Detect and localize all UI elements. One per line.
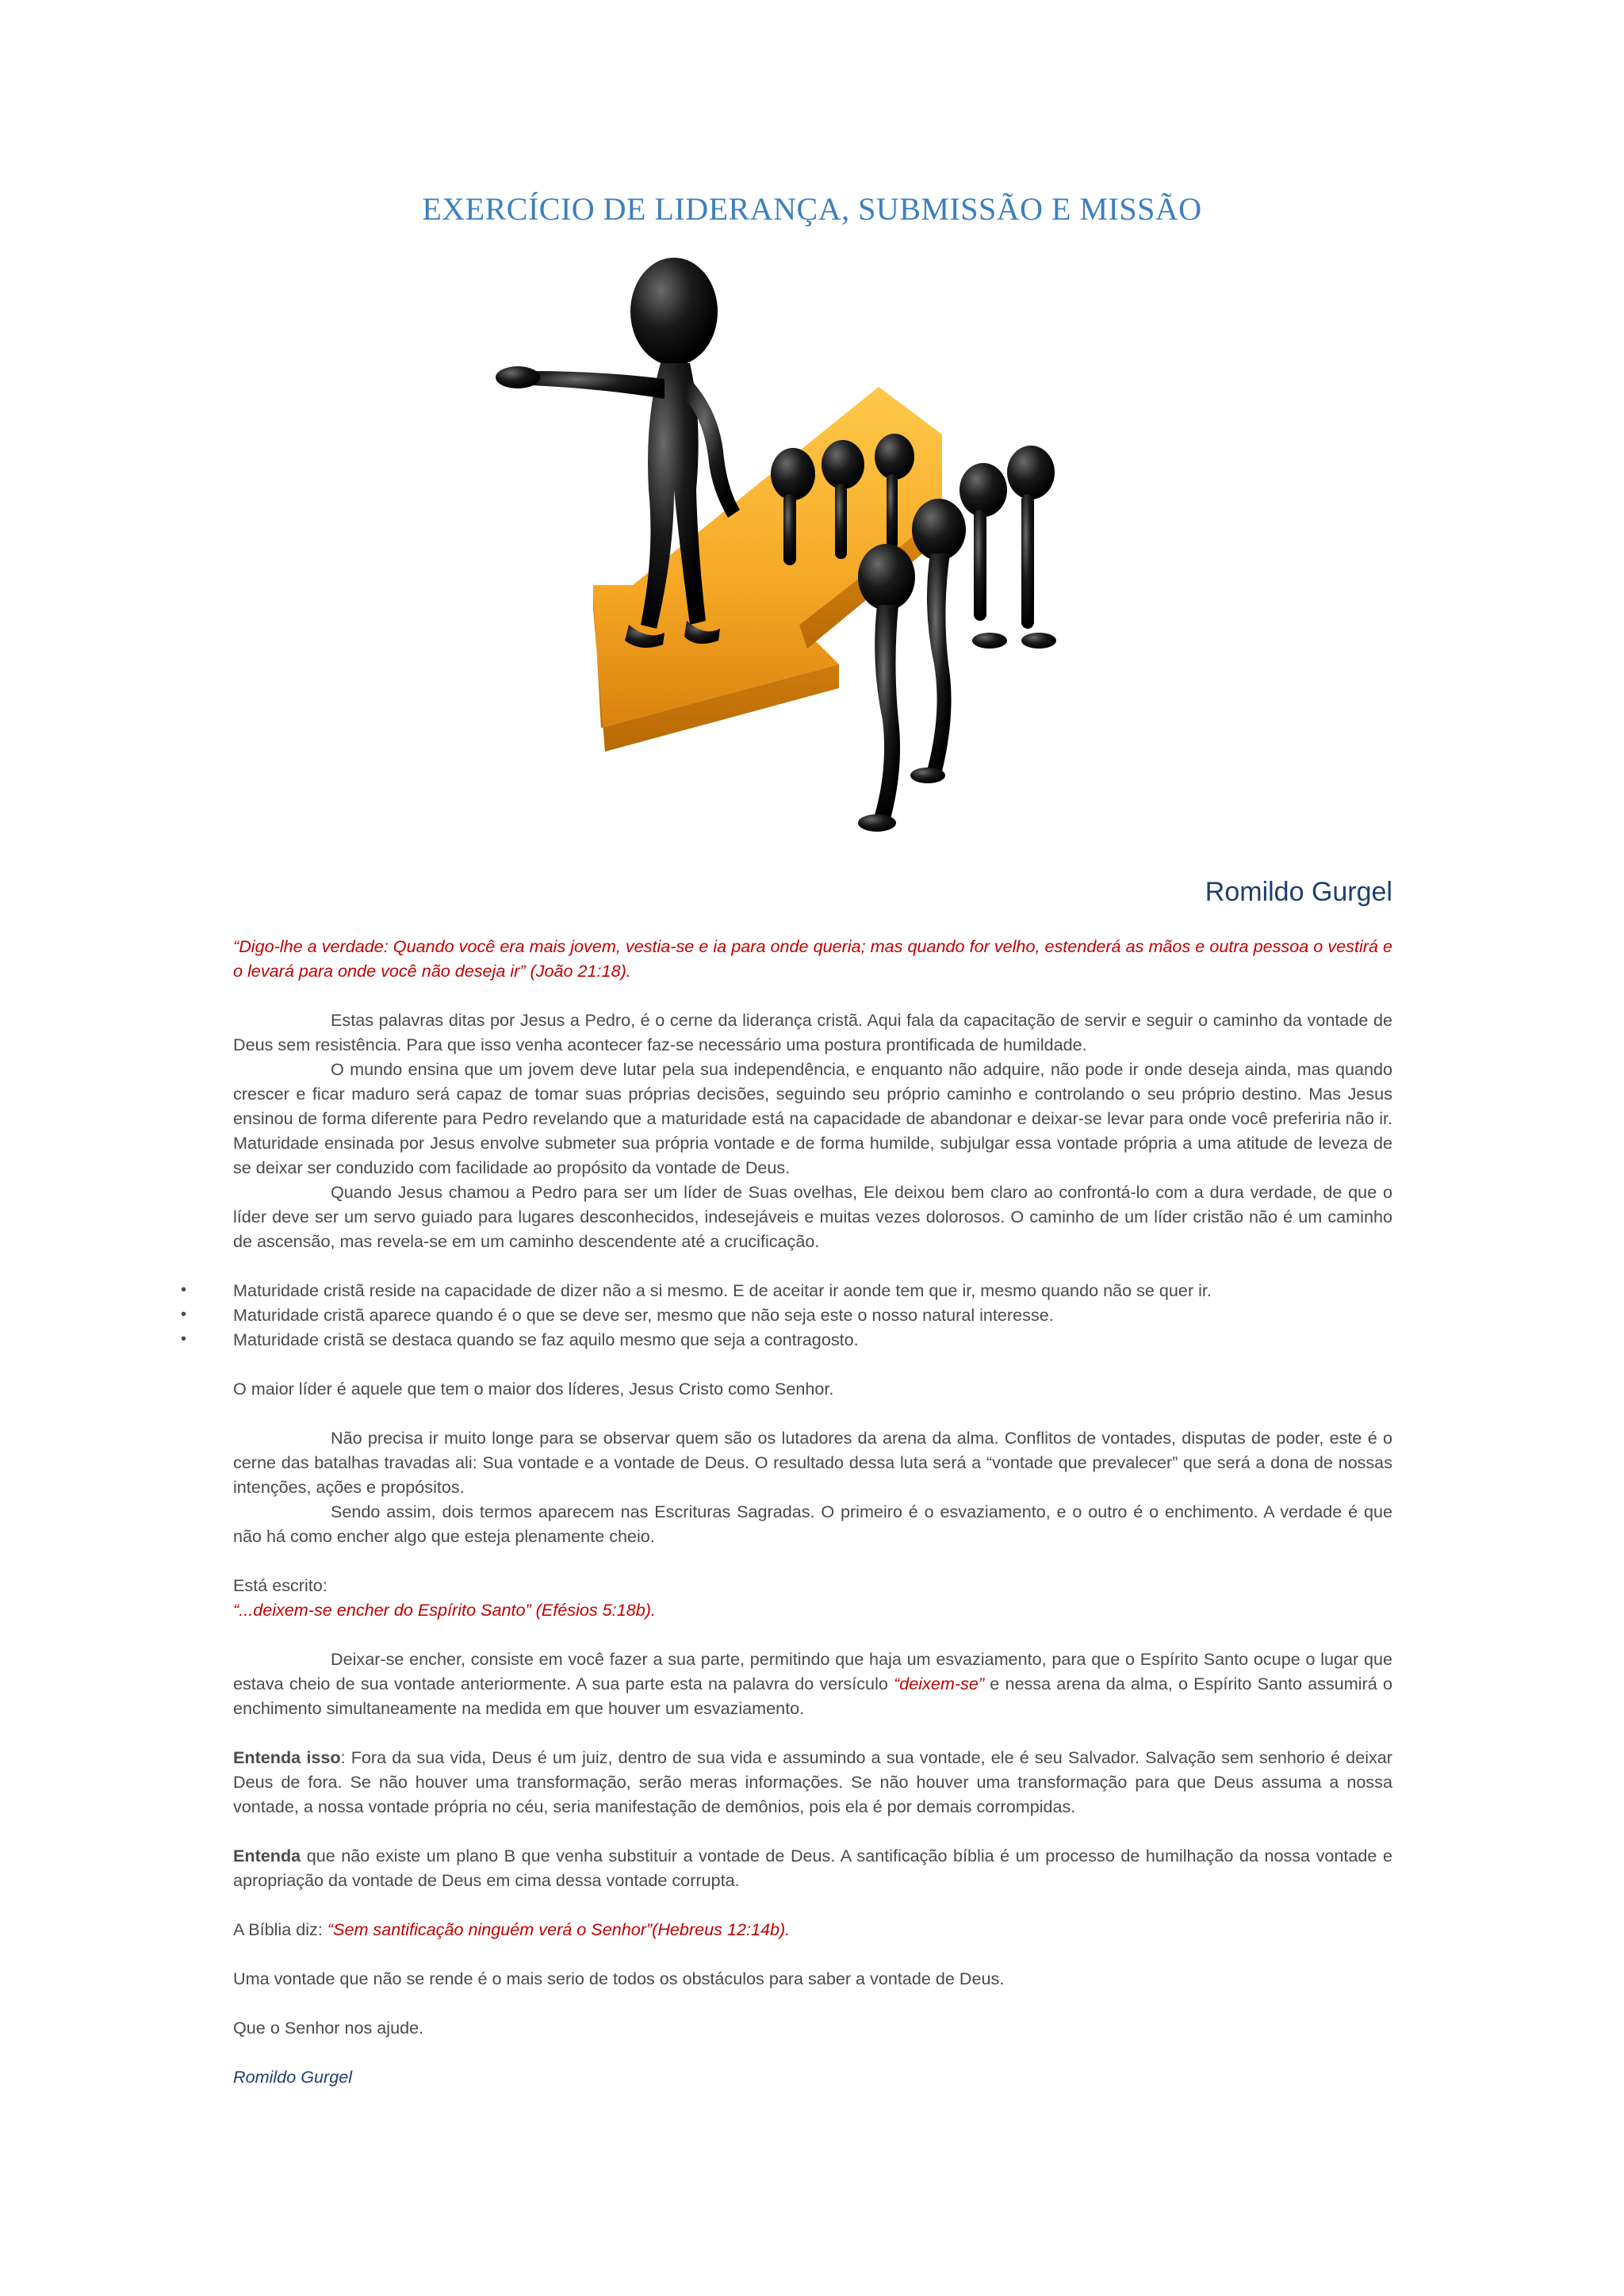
paragraph: Uma vontade que não se rende é o mais serio de todos os obstáculos para saber a vontade de Deus. <box>233 1969 1005 1988</box>
paragraph <box>233 1843 1392 1892</box>
paragraph <box>233 1647 1392 1720</box>
leadership-illustration <box>466 252 1132 855</box>
leader-followers-icon <box>466 252 1132 855</box>
article-body <box>181 934 1393 2089</box>
list-item-text: Maturidade cristã aparece quando é o que se deve ser, mesmo que não seja este o nosso natural interesse. <box>233 1305 1054 1325</box>
list-item <box>181 1303 1392 1327</box>
list-item-text: Maturidade cristã reside na capacidade de dizer não a si mesmo. E de aceitar ir aonde tem que ir, mesmo quando não se quer ir. <box>233 1280 1212 1300</box>
paragraph: O mundo ensina que um jovem deve lutar pela sua independência, e enquanto não adquire, não pode ir onde deseja ainda, mas quando crescer e ficar maduro será capaz de tomar suas próprias decisões, seguindo seu próprio caminho e controlando o seu próprio destino. Mas Jesus ensinou de forma diferente para Pedro revelando que a maturidade está na capacidade de abandonar e deixar-se levar para onde você preferiria não ir. Maturidade ensinada por Jesus envolve submeter sua própria vontade e de forma humilde, subjulgar essa vontade própria a uma atitude de leveza de se deixar ser conduzido com facilidade ao propósito da vontade de Deus. <box>233 1059 1392 1177</box>
paragraph <box>233 1745 1392 1819</box>
paragraph-text: e nessa arena da alma, o Espírito Santo assumirá o enchimento simultaneamente na medida em que houver um esvaziamento. <box>233 1674 1393 1718</box>
paragraph-text: A Bíblia diz: <box>233 1919 327 1939</box>
paragraph: Está escrito: <box>233 1575 327 1595</box>
page-title: EXERCÍCIO DE LIDERANÇA, SUBMISSÃO E MISSÃO <box>422 191 1202 227</box>
author-name: Romildo Gurgel <box>1205 877 1392 907</box>
list-item <box>181 1327 1392 1352</box>
bold-label: Entenda isso <box>233 1747 341 1767</box>
paragraph-text: Deixar-se encher, consiste em você fazer a sua parte, permitindo que haja um esvaziamento, para que o Espírito Santo ocupe o lugar que estava cheio de sua vontade anteriormente. A sua parte esta na palavra do versículo <box>233 1649 1392 1693</box>
paragraph: Estas palavras ditas por Jesus a Pedro, é o cerne da liderança cristã. Aqui fala da capacitação de servir e seguir o caminho da vontade de Deus sem resistência. Para que isso venha acontecer faz-se necessário uma postura prontificada de humildade. <box>233 1010 1392 1054</box>
author-signature: Romildo Gurgel <box>233 2067 353 2087</box>
paragraph: Quando Jesus chamou a Pedro para ser um líder de Suas ovelhas, Ele deixou bem claro ao confrontá-lo com a dura verdade, de que o líder deve ser um servo guiado para lugares desconhecidos, indesejáveis e muitas vezes dolorosos. O caminho de um líder cristão não é um caminho de ascensão, mas revela-se em um caminho descendente até a crucificação. <box>233 1182 1392 1251</box>
scripture-quote: “...deixem-se encher do Espírito Santo” (Efésios 5:18b). <box>233 1600 656 1620</box>
paragraph: O maior líder é aquele que tem o maior dos líderes, Jesus Cristo como Senhor. <box>233 1379 834 1399</box>
paragraph-text: que não existe um plano B que venha substituir a vontade de Deus. A santificação bíblia é um processo de humilhação da nossa vontade e apropriação da vontade de Deus em cima dessa vontade corrupta. <box>233 1846 1392 1890</box>
bullet-icon: • <box>181 1306 187 1323</box>
bullet-icon: • <box>181 1330 187 1348</box>
bullet-icon: • <box>181 1281 187 1299</box>
list-item <box>181 1278 1392 1303</box>
paragraph: Que o Senhor nos ajude. <box>233 2018 424 2038</box>
bullet-list <box>181 1278 1392 1352</box>
paragraph: Não precisa ir muito longe para se observar quem são os lutadores da arena da alma. Conflitos de vontades, disputas de poder, este é o cerne das batalhas travadas ali: Sua vontade e a vontade de Deus. O resultado dessa luta será a “vontade que prevalecer” que será a dona de nossas intenções, ações e propósitos. <box>233 1428 1392 1497</box>
bold-label: Entenda <box>233 1846 301 1866</box>
paragraph-text: : Fora da sua vida, Deus é um juiz, dentro de sua vida e assumindo a sua vontade, ele é seu Salvador. Salvação sem senhorio é deixar Deus de fora. Se não houver uma transformação, serão meras informações. Se não houver uma transformação para que Deus assuma a nossa vontade, a nossa vontade própria no céu, seria manifestação de demônios, pois ela é por demais corrompidas. <box>233 1747 1392 1816</box>
highlighted-word: “deixem-se” <box>894 1674 985 1693</box>
paragraph: Sendo assim, dois termos aparecem nas Escrituras Sagradas. O primeiro é o esvaziamento, e o outro é o enchimento. A verdade é que não há como encher algo que esteja plenamente cheio. <box>233 1502 1392 1546</box>
scripture-quote: “Digo-lhe a verdade: Quando você era mais jovem, vestia-se e ia para onde queria; mas quando for velho, estenderá as mãos e outra pessoa o vestirá e o levará para onde você não deseja ir” (João 21:18). <box>233 936 1392 981</box>
scripture-quote: “Sem santificação ninguém verá o Senhor”(Hebreus 12:14b). <box>327 1919 791 1939</box>
paragraph <box>233 1917 1392 1942</box>
list-item-text: Maturidade cristã se destaca quando se faz aquilo mesmo que seja a contragosto. <box>233 1330 859 1349</box>
